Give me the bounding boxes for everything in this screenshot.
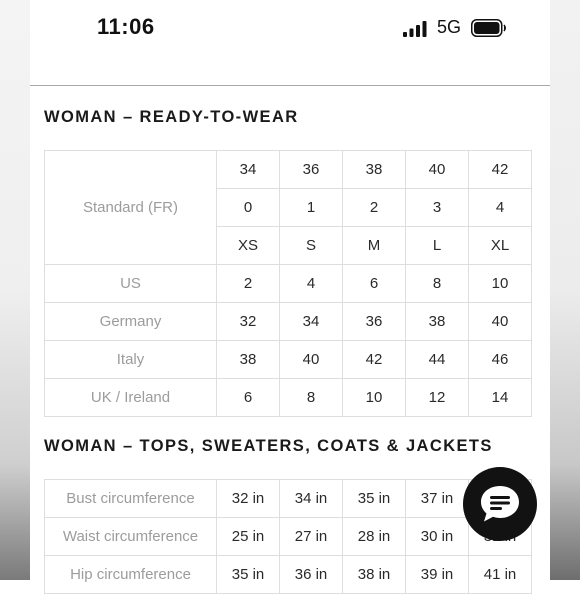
table-cell: 28 in [343,518,406,556]
table-cell: 2 [343,189,406,227]
rtw-size-table [44,150,532,417]
table-cell: 6 [217,379,280,417]
table-cell: 35 in [343,480,406,518]
table-cell: 27 in [280,518,343,556]
row-label-us: US [45,265,217,303]
cellular-signal-icon [403,21,427,37]
table-cell: 40 [469,303,532,341]
table-cell: 1 [280,189,343,227]
table-cell: 44 [406,341,469,379]
table-cell: XL [469,227,532,265]
table-cell: 38 in [343,556,406,594]
row-label-germany: Germany [45,303,217,341]
table-cell: 37 in [406,480,469,518]
table-cell: 4 [280,265,343,303]
tops-section-title: WOMAN – TOPS, SWEATERS, COATS & JACKETS [44,437,493,455]
battery-icon [471,19,507,37]
tops-size-table [44,479,532,594]
table-cell: L [406,227,469,265]
rtw-section-title: WOMAN – READY-TO-WEAR [44,108,299,126]
table-cell: S [280,227,343,265]
table-row [45,379,532,417]
table-row [45,303,532,341]
table-cell: M [343,227,406,265]
row-label-standard: Standard (FR) [45,151,217,265]
table-cell: 8 [280,379,343,417]
table-cell: 38 [343,151,406,189]
header-divider [30,85,550,86]
table-cell: 34 in [280,480,343,518]
table-cell: 10 [469,265,532,303]
photo-edge-left [0,0,30,580]
table-cell: 25 in [217,518,280,556]
table-cell: 42 [343,341,406,379]
status-time: 11:06 [97,14,155,39]
table-cell: 42 [469,151,532,189]
table-cell: 41 in [469,556,532,594]
table-row [45,151,532,189]
table-cell: 46 [469,341,532,379]
table-cell: 38 [406,303,469,341]
table-cell: 0 [217,189,280,227]
row-label-waist: Waist circumference [45,518,217,556]
table-row [45,556,532,594]
chat-button[interactable] [463,467,537,541]
table-cell: 34 [217,151,280,189]
table-cell: 4 [469,189,532,227]
chat-bubble-icon [478,483,522,525]
table-row [45,341,532,379]
table-cell: 36 [280,151,343,189]
table-cell: 38 [217,341,280,379]
table-cell: 32 [217,303,280,341]
table-cell: 34 [280,303,343,341]
table-row [45,518,532,556]
table-cell: 36 [343,303,406,341]
network-type: 5G [437,17,462,37]
table-row [45,265,532,303]
phone-screen [30,0,550,583]
table-cell: XS [217,227,280,265]
table-cell: 36 in [280,556,343,594]
status-bar [30,0,550,58]
table-cell: 2 [217,265,280,303]
table-cell: 3 [406,189,469,227]
table-cell: 40 [406,151,469,189]
row-label-bust: Bust circumference [45,480,217,518]
table-cell: 32 in [217,480,280,518]
table-cell: 12 [406,379,469,417]
table-cell: 40 [280,341,343,379]
table-cell: 30 in [406,518,469,556]
row-label-italy: Italy [45,341,217,379]
photo-edge-right [550,0,580,580]
row-label-hip: Hip circumference [45,556,217,594]
table-cell: 14 [469,379,532,417]
table-cell: 8 [406,265,469,303]
row-label-uk-ireland: UK / Ireland [45,379,217,417]
table-cell: 35 in [217,556,280,594]
table-cell: 10 [343,379,406,417]
table-cell: 39 in [406,556,469,594]
table-row [45,480,532,518]
table-cell: 6 [343,265,406,303]
